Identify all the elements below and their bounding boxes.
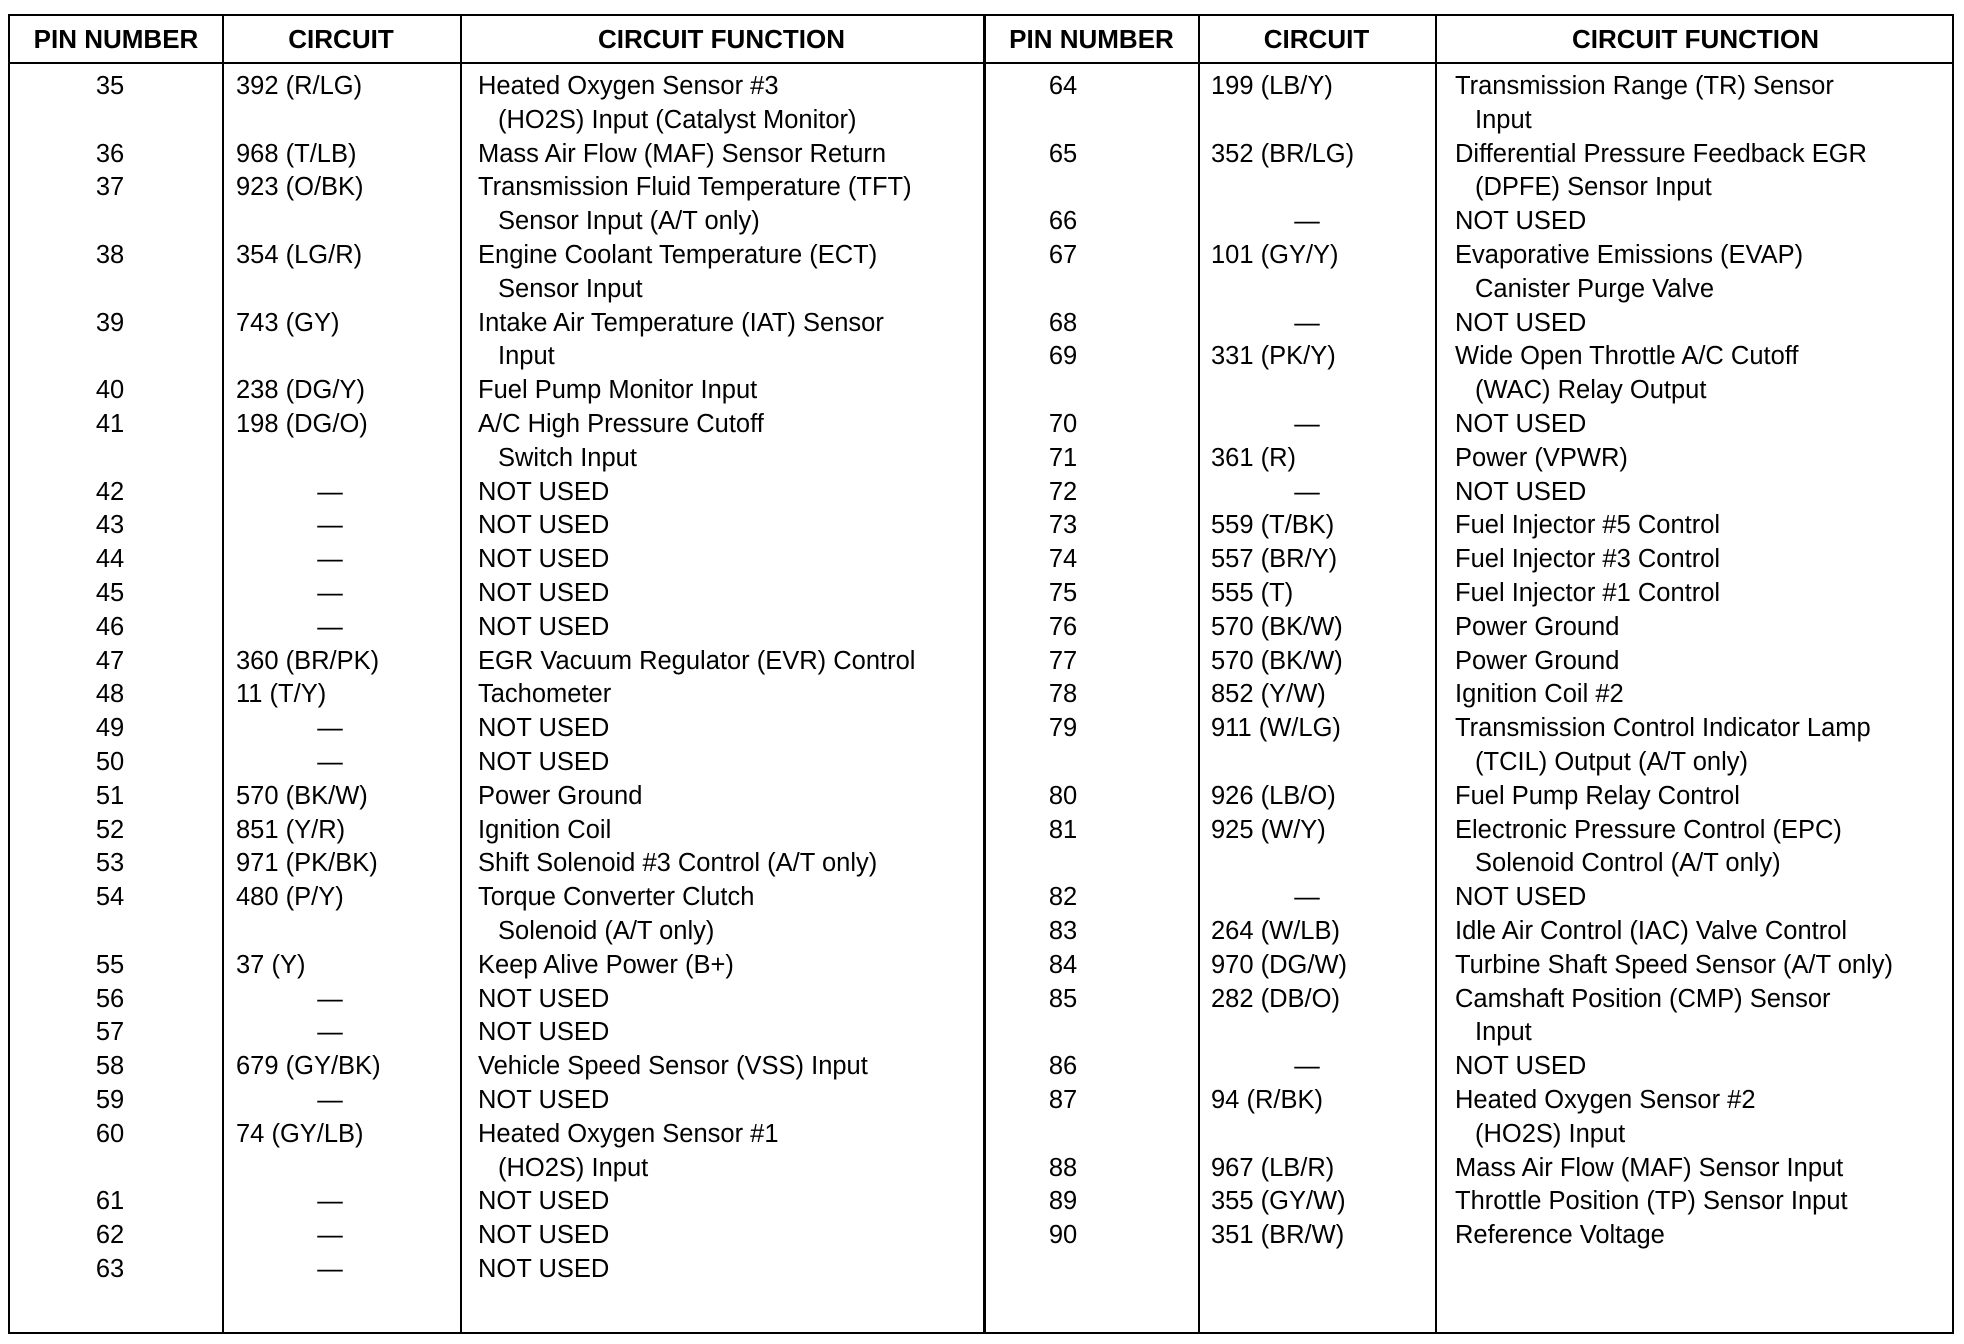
table-row: [985, 1219, 1956, 1253]
circuit-cell: —: [1294, 477, 1320, 506]
circuit-function-cell: NOT USED: [478, 545, 610, 574]
table-row: [985, 983, 1956, 1017]
circuit-cell: 852 (Y/W): [1211, 680, 1326, 709]
circuit-cell: 37 (Y): [236, 950, 306, 979]
circuit-cell: 282 (DB/O): [1211, 984, 1340, 1013]
pin-number-cell: 47: [95, 646, 125, 675]
circuit-cell: 559 (T/BK): [1211, 511, 1335, 540]
circuit-function-cell: NOT USED: [478, 1085, 610, 1114]
table-row: [10, 509, 983, 543]
circuit-cell: 94 (R/BK): [1211, 1085, 1323, 1114]
pin-number-cell: 86: [1048, 1052, 1078, 1081]
pin-number-cell: 66: [1048, 207, 1078, 236]
pin-number-cell: 64: [1048, 72, 1078, 100]
circuit-function-cell: NOT USED: [1455, 1052, 1587, 1081]
circuit-cell: —: [317, 578, 343, 607]
circuit-function-cell: NOT USED: [478, 1254, 610, 1283]
circuit-function-cell: Transmission Fluid Temperature (TFT): [478, 173, 912, 202]
circuit-cell: —: [1294, 1052, 1320, 1081]
table-row-continuation: [10, 442, 983, 476]
circuit-function-cell: Intake Air Temperature (IAT) Sensor: [478, 308, 884, 337]
pin-number-cell: 42: [95, 477, 125, 506]
table-row: [985, 1050, 1956, 1084]
circuit-function-cell: Input: [1475, 105, 1532, 134]
pin-number-cell: 87: [1048, 1085, 1078, 1114]
circuit-cell: —: [317, 477, 343, 506]
circuit-function-cell: Input: [498, 342, 555, 371]
pin-number-cell: 69: [1048, 342, 1078, 371]
circuit-function-cell: Sensor Input: [498, 274, 643, 303]
circuit-function-cell: Idle Air Control (IAC) Valve Control: [1455, 916, 1848, 945]
circuit-function-cell: Switch Input: [498, 443, 637, 472]
pin-number-cell: 37: [95, 173, 125, 202]
circuit-function-cell: NOT USED: [478, 477, 610, 506]
pin-number-cell: 53: [95, 849, 125, 878]
circuit-function-cell: NOT USED: [478, 747, 610, 776]
pin-number-cell: 45: [95, 578, 125, 607]
circuit-cell: 355 (GY/W): [1211, 1187, 1346, 1216]
table-row: [10, 949, 983, 983]
circuit-function-cell: EGR Vacuum Regulator (EVR) Control: [478, 646, 916, 675]
table-row: [10, 307, 983, 341]
table-row-continuation: [10, 205, 983, 239]
circuit-function-cell: Input: [1475, 1018, 1532, 1047]
circuit-cell: 911 (W/LG): [1211, 714, 1341, 743]
circuit-function-cell: Power Ground: [478, 781, 643, 810]
pin-number-cell: 62: [95, 1221, 125, 1250]
header-circuit-function-right: CIRCUIT FUNCTION: [1572, 24, 1819, 54]
circuit-cell: —: [317, 1187, 343, 1216]
table-row: [985, 307, 1956, 341]
table-row: [10, 543, 983, 577]
table-row: [985, 1185, 1956, 1219]
table-row: [985, 205, 1956, 239]
table-row: [10, 138, 983, 172]
table-row: [10, 577, 983, 611]
circuit-function-cell: Solenoid (A/T only): [498, 916, 715, 945]
circuit-function-cell: Wide Open Throttle A/C Cutoff: [1455, 342, 1799, 371]
circuit-function-cell: Canister Purge Valve: [1475, 274, 1715, 303]
circuit-cell: 264 (W/LB): [1211, 916, 1340, 945]
pin-number-cell: 35: [95, 72, 125, 100]
pin-number-cell: 46: [95, 612, 125, 641]
circuit-cell: 360 (BR/PK): [236, 646, 380, 675]
table-row-continuation: [985, 847, 1956, 881]
table-row: [10, 881, 983, 915]
circuit-function-cell: Tachometer: [478, 680, 612, 709]
circuit-cell: 967 (LB/R): [1211, 1153, 1335, 1182]
circuit-function-cell: NOT USED: [1455, 409, 1587, 438]
pin-number-cell: 56: [95, 984, 125, 1013]
pin-number-cell: 41: [95, 409, 125, 438]
circuit-cell: —: [1294, 883, 1320, 912]
table-row: [10, 1016, 983, 1050]
circuit-function-cell: Transmission Range (TR) Sensor: [1455, 72, 1834, 100]
circuit-function-cell: Fuel Injector #1 Control: [1455, 578, 1721, 607]
header-pin-number-right: PIN NUMBER: [1009, 24, 1174, 54]
circuit-function-cell: Mass Air Flow (MAF) Sensor Return: [478, 139, 887, 168]
circuit-function-cell: (WAC) Relay Output: [1475, 376, 1707, 405]
circuit-cell: —: [317, 714, 343, 743]
circuit-function-cell: Electronic Pressure Control (EPC): [1455, 815, 1842, 844]
circuit-function-cell: Mass Air Flow (MAF) Sensor Input: [1455, 1153, 1844, 1182]
header-circuit-left: CIRCUIT: [288, 24, 394, 54]
left-table-body: [10, 70, 983, 1287]
pin-number-cell: 60: [95, 1119, 125, 1148]
table-row-continuation: [10, 340, 983, 374]
pin-number-cell: 68: [1048, 308, 1078, 337]
pin-number-cell: 71: [1048, 443, 1078, 472]
circuit-function-cell: Fuel Pump Relay Control: [1455, 781, 1740, 810]
circuit-function-cell: NOT USED: [478, 1018, 610, 1047]
circuit-function-cell: Throttle Position (TP) Sensor Input: [1455, 1187, 1848, 1216]
table-row: [985, 509, 1956, 543]
circuit-function-cell: NOT USED: [478, 714, 610, 743]
pin-number-cell: 89: [1048, 1187, 1078, 1216]
circuit-function-cell: (DPFE) Sensor Input: [1475, 173, 1712, 202]
table-row-continuation: [10, 273, 983, 307]
header-rule: [10, 62, 1952, 64]
pin-number-cell: 40: [95, 376, 125, 405]
table-row: [985, 138, 1956, 172]
circuit-cell: —: [317, 1018, 343, 1047]
table-row-continuation: [10, 1152, 983, 1186]
table-row: [985, 645, 1956, 679]
pin-number-cell: 63: [95, 1254, 125, 1283]
pin-number-cell: 77: [1048, 646, 1078, 675]
circuit-cell: 555 (T): [1211, 578, 1294, 607]
circuit-cell: 570 (BK/W): [236, 781, 368, 810]
circuit-function-cell: Turbine Shaft Speed Sensor (A/T only): [1455, 950, 1893, 979]
table-row: [10, 814, 983, 848]
table-row: [985, 1152, 1956, 1186]
table-row: [10, 476, 983, 510]
circuit-cell: 679 (GY/BK): [236, 1052, 381, 1081]
pin-number-cell: 79: [1048, 714, 1078, 743]
circuit-function-cell: Fuel Injector #3 Control: [1455, 545, 1721, 574]
circuit-cell: —: [317, 984, 343, 1013]
circuit-function-cell: Torque Converter Clutch: [478, 883, 755, 912]
circuit-cell: 11 (T/Y): [236, 680, 327, 709]
circuit-function-cell: NOT USED: [478, 578, 610, 607]
circuit-cell: —: [317, 1085, 343, 1114]
circuit-cell: 851 (Y/R): [236, 815, 346, 844]
circuit-cell: 743 (GY): [236, 308, 340, 337]
circuit-cell: 331 (PK/Y): [1211, 342, 1336, 371]
circuit-function-cell: (HO2S) Input: [498, 1153, 649, 1182]
table-row: [10, 1118, 983, 1152]
circuit-function-cell: NOT USED: [478, 984, 610, 1013]
table-row: [985, 239, 1956, 273]
circuit-cell: 925 (W/Y): [1211, 815, 1326, 844]
pin-number-cell: 52: [95, 815, 125, 844]
circuit-function-cell: Engine Coolant Temperature (ECT): [478, 240, 878, 269]
circuit-cell: 557 (BR/Y): [1211, 545, 1338, 574]
table-row-continuation: [10, 915, 983, 949]
circuit-function-cell: Ignition Coil #2: [1455, 680, 1624, 709]
pin-number-cell: 36: [95, 139, 125, 168]
header-pin-number-left: PIN NUMBER: [33, 24, 199, 54]
circuit-cell: —: [317, 747, 343, 776]
circuit-function-cell: Ignition Coil: [478, 815, 612, 844]
pin-number-cell: 43: [95, 511, 125, 540]
table-row: [985, 881, 1956, 915]
table-row: [10, 1084, 983, 1118]
pin-number-cell: 83: [1048, 916, 1078, 945]
table-row: [985, 577, 1956, 611]
table-row: [10, 678, 983, 712]
circuit-function-cell: A/C High Pressure Cutoff: [478, 409, 764, 438]
table-row-continuation: [985, 104, 1956, 138]
circuit-function-cell: NOT USED: [478, 511, 610, 540]
circuit-cell: —: [1294, 409, 1320, 438]
table-row-continuation: [10, 104, 983, 138]
circuit-function-cell: Camshaft Position (CMP) Sensor: [1455, 984, 1831, 1013]
pin-number-cell: 90: [1048, 1221, 1078, 1250]
table-row: [10, 746, 983, 780]
circuit-function-cell: NOT USED: [478, 1221, 610, 1250]
table-row: [10, 171, 983, 205]
table-row-continuation: [985, 374, 1956, 408]
table-row: [10, 645, 983, 679]
table-row: [985, 611, 1956, 645]
circuit-function-cell: Heated Oxygen Sensor #3: [478, 72, 779, 100]
pin-number-cell: 38: [95, 240, 125, 269]
pin-number-cell: 59: [95, 1085, 125, 1114]
table-row-continuation: [985, 273, 1956, 307]
circuit-function-cell: Evaporative Emissions (EVAP): [1455, 240, 1804, 269]
circuit-function-cell: Power (VPWR): [1455, 443, 1628, 472]
circuit-function-cell: Power Ground: [1455, 646, 1620, 675]
circuit-cell: 354 (LG/R): [236, 240, 363, 269]
circuit-function-cell: NOT USED: [1455, 207, 1587, 236]
circuit-function-cell: Sensor Input (A/T only): [498, 207, 760, 236]
pin-number-cell: 78: [1048, 680, 1078, 709]
right-table-body: [985, 70, 1956, 1253]
table-row: [10, 1219, 983, 1253]
table-row: [10, 408, 983, 442]
table-row: [10, 1050, 983, 1084]
pin-number-cell: 74: [1048, 545, 1078, 574]
circuit-function-cell: Fuel Injector #5 Control: [1455, 511, 1721, 540]
pin-number-cell: 61: [95, 1187, 125, 1216]
table-row: [10, 70, 983, 104]
circuit-function-cell: Power Ground: [1455, 612, 1620, 641]
circuit-cell: 923 (O/BK): [236, 173, 364, 202]
circuit-function-cell: (TCIL) Output (A/T only): [1475, 747, 1749, 776]
table-row: [985, 949, 1956, 983]
circuit-cell: 198 (DG/O): [236, 409, 368, 438]
table-row: [985, 712, 1956, 746]
table-row: [10, 239, 983, 273]
pin-number-cell: 84: [1048, 950, 1078, 979]
pin-number-cell: 76: [1048, 612, 1078, 641]
pin-number-cell: 49: [95, 714, 125, 743]
circuit-function-cell: Heated Oxygen Sensor #1: [478, 1119, 779, 1148]
table-row-continuation: [985, 746, 1956, 780]
table-row: [985, 476, 1956, 510]
circuit-cell: 392 (R/LG): [236, 72, 363, 100]
pin-number-cell: 48: [95, 680, 125, 709]
table-row: [985, 1084, 1956, 1118]
circuit-cell: —: [317, 511, 343, 540]
table-row: [10, 983, 983, 1017]
circuit-cell: 361 (R): [1211, 443, 1297, 472]
table-row: [985, 814, 1956, 848]
circuit-cell: 480 (P/Y): [236, 883, 344, 912]
pin-number-cell: 81: [1048, 815, 1078, 844]
circuit-cell: —: [1294, 308, 1320, 337]
circuit-function-cell: Keep Alive Power (B+): [478, 950, 734, 979]
circuit-cell: 926 (LB/O): [1211, 781, 1336, 810]
circuit-function-cell: NOT USED: [478, 612, 610, 641]
circuit-function-cell: Shift Solenoid #3 Control (A/T only): [478, 849, 878, 878]
pin-number-cell: 85: [1048, 984, 1078, 1013]
table-row: [985, 780, 1956, 814]
circuit-cell: 74 (GY/LB): [236, 1119, 364, 1148]
circuit-cell: —: [317, 1254, 343, 1283]
pin-number-cell: 58: [95, 1052, 125, 1081]
pin-number-cell: 54: [95, 883, 125, 912]
pin-number-cell: 75: [1048, 578, 1078, 607]
circuit-cell: 968 (T/LB): [236, 139, 357, 168]
table-row: [10, 712, 983, 746]
table-row: [10, 847, 983, 881]
table-row-continuation: [985, 1016, 1956, 1050]
pin-number-cell: 80: [1048, 781, 1078, 810]
pin-number-cell: 55: [95, 950, 125, 979]
circuit-function-cell: Fuel Pump Monitor Input: [478, 376, 758, 405]
circuit-function-cell: Differential Pressure Feedback EGR: [1455, 139, 1867, 168]
circuit-function-cell: Solenoid Control (A/T only): [1475, 849, 1781, 878]
circuit-cell: —: [317, 612, 343, 641]
pin-number-cell: 50: [95, 747, 125, 776]
circuit-cell: 238 (DG/Y): [236, 376, 365, 405]
circuit-function-cell: Heated Oxygen Sensor #2: [1455, 1085, 1756, 1114]
table-row: [985, 70, 1956, 104]
table-row: [10, 374, 983, 408]
circuit-function-cell: Vehicle Speed Sensor (VSS) Input: [478, 1052, 868, 1081]
pin-number-cell: 88: [1048, 1153, 1078, 1182]
circuit-cell: 570 (BK/W): [1211, 612, 1343, 641]
pinout-table: [8, 14, 1954, 1334]
circuit-cell: 970 (DG/W): [1211, 950, 1348, 979]
circuit-cell: 352 (BR/LG): [1211, 139, 1355, 168]
table-row: [10, 1253, 983, 1287]
pin-number-cell: 82: [1048, 883, 1078, 912]
circuit-function-cell: (HO2S) Input: [1475, 1119, 1626, 1148]
circuit-function-cell: Reference Voltage: [1455, 1221, 1665, 1250]
pin-number-cell: 51: [95, 781, 125, 810]
header-circuit-function-left: CIRCUIT FUNCTION: [598, 24, 845, 54]
table-row: [985, 442, 1956, 476]
pin-number-cell: 57: [95, 1018, 125, 1047]
pin-number-cell: 67: [1048, 240, 1078, 269]
circuit-function-cell: NOT USED: [1455, 477, 1587, 506]
pin-number-cell: 73: [1048, 511, 1078, 540]
circuit-cell: —: [317, 1221, 343, 1250]
pin-number-cell: 72: [1048, 477, 1078, 506]
circuit-function-cell: NOT USED: [1455, 883, 1587, 912]
circuit-cell: —: [1294, 207, 1320, 236]
table-row-continuation: [985, 171, 1956, 205]
circuit-function-cell: Transmission Control Indicator Lamp: [1455, 714, 1871, 743]
header-circuit-right: CIRCUIT: [1263, 24, 1370, 54]
circuit-function-cell: NOT USED: [1455, 308, 1587, 337]
circuit-cell: 351 (BR/W): [1211, 1221, 1345, 1250]
table-row: [10, 1185, 983, 1219]
pin-number-cell: 44: [95, 545, 125, 574]
circuit-function-cell: NOT USED: [478, 1187, 610, 1216]
circuit-cell: 971 (PK/BK): [236, 849, 378, 878]
table-row: [985, 915, 1956, 949]
circuit-cell: 570 (BK/W): [1211, 646, 1343, 675]
table-row: [10, 780, 983, 814]
pin-number-cell: 65: [1048, 139, 1078, 168]
circuit-cell: —: [317, 545, 343, 574]
table-row: [985, 408, 1956, 442]
circuit-cell: 101 (GY/Y): [1211, 240, 1339, 269]
table-row: [10, 611, 983, 645]
pin-number-cell: 70: [1048, 409, 1078, 438]
circuit-function-cell: (HO2S) Input (Catalyst Monitor): [498, 105, 857, 134]
table-row: [985, 543, 1956, 577]
table-row: [985, 678, 1956, 712]
table-row-continuation: [985, 1118, 1956, 1152]
pin-number-cell: 39: [95, 308, 125, 337]
circuit-cell: 199 (LB/Y): [1211, 72, 1333, 100]
table-row: [985, 340, 1956, 374]
